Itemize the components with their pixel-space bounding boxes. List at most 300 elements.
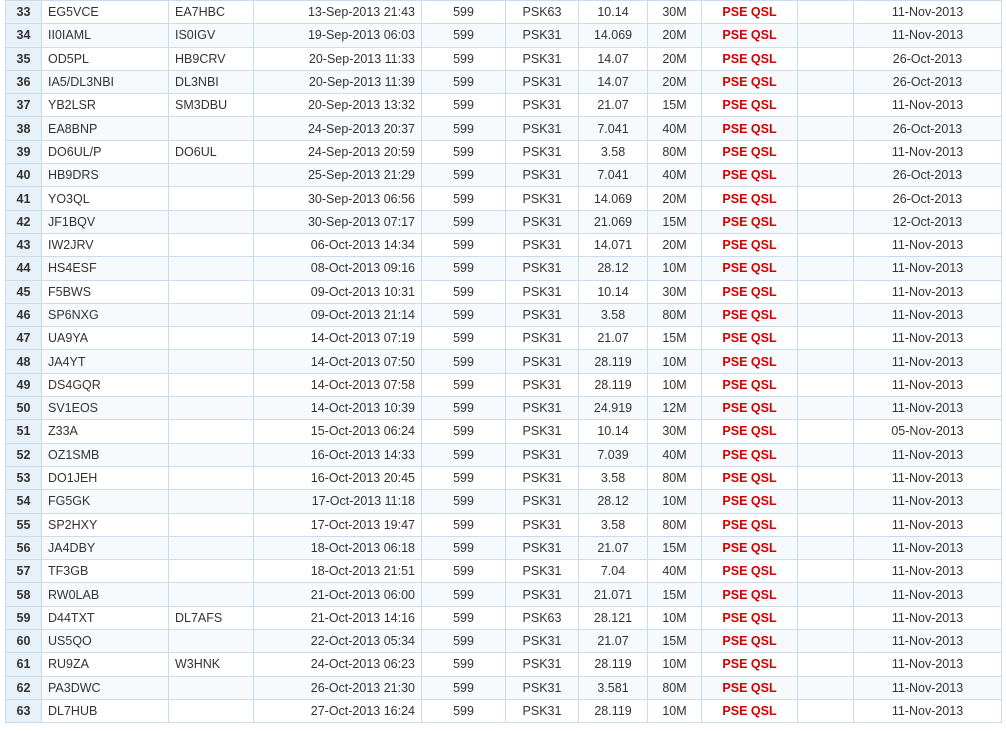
table-row bbox=[6, 24, 1002, 47]
note-cell bbox=[798, 24, 854, 47]
row-number: 45 bbox=[6, 280, 42, 303]
row-number: 34 bbox=[6, 24, 42, 47]
qso-datetime-cell: 20-Sep-2013 11:33 bbox=[254, 47, 422, 70]
band-cell: 20M bbox=[648, 47, 702, 70]
upload-date-cell: 26-Oct-2013 bbox=[854, 70, 1002, 93]
row-number: 41 bbox=[6, 187, 42, 210]
qsl-manager-cell bbox=[169, 280, 254, 303]
table-row bbox=[6, 699, 1002, 722]
qsl-manager-cell bbox=[169, 164, 254, 187]
note-cell bbox=[798, 210, 854, 233]
upload-date-cell: 11-Nov-2013 bbox=[854, 676, 1002, 699]
note-cell bbox=[798, 233, 854, 256]
note-cell bbox=[798, 653, 854, 676]
mode-cell: PSK31 bbox=[506, 303, 579, 326]
qso-datetime-cell: 09-Oct-2013 21:14 bbox=[254, 303, 422, 326]
table-row bbox=[6, 210, 1002, 233]
callsign-cell: UA9YA bbox=[42, 327, 169, 350]
qsl-manager-cell bbox=[169, 257, 254, 280]
upload-date-cell: 11-Nov-2013 bbox=[854, 699, 1002, 722]
callsign-cell: TF3GB bbox=[42, 560, 169, 583]
rst-cell: 599 bbox=[422, 606, 506, 629]
qsl-status-cell: PSE QSL bbox=[702, 117, 798, 140]
qsl-manager-cell bbox=[169, 373, 254, 396]
mode-cell: PSK31 bbox=[506, 513, 579, 536]
rst-cell: 599 bbox=[422, 513, 506, 536]
qso-datetime-cell: 21-Oct-2013 06:00 bbox=[254, 583, 422, 606]
qsl-status-cell: PSE QSL bbox=[702, 676, 798, 699]
qsl-manager-cell: DL3NBI bbox=[169, 70, 254, 93]
table-row bbox=[6, 303, 1002, 326]
table-row bbox=[6, 373, 1002, 396]
note-cell bbox=[798, 699, 854, 722]
callsign-cell: HS4ESF bbox=[42, 257, 169, 280]
rst-cell: 599 bbox=[422, 443, 506, 466]
mode-cell: PSK31 bbox=[506, 466, 579, 489]
table-row bbox=[6, 327, 1002, 350]
note-cell bbox=[798, 466, 854, 489]
band-cell: 15M bbox=[648, 536, 702, 559]
band-cell: 80M bbox=[648, 676, 702, 699]
qsl-status-cell: PSE QSL bbox=[702, 164, 798, 187]
frequency-cell: 28.12 bbox=[579, 490, 648, 513]
row-number: 62 bbox=[6, 676, 42, 699]
qsl-status-cell: PSE QSL bbox=[702, 443, 798, 466]
qsl-manager-cell bbox=[169, 560, 254, 583]
qsl-manager-cell bbox=[169, 699, 254, 722]
qso-datetime-cell: 09-Oct-2013 10:31 bbox=[254, 280, 422, 303]
qsl-status-cell: PSE QSL bbox=[702, 699, 798, 722]
qso-datetime-cell: 22-Oct-2013 05:34 bbox=[254, 630, 422, 653]
row-number: 49 bbox=[6, 373, 42, 396]
qso-datetime-cell: 19-Sep-2013 06:03 bbox=[254, 24, 422, 47]
upload-date-cell: 12-Oct-2013 bbox=[854, 210, 1002, 233]
upload-date-cell: 11-Nov-2013 bbox=[854, 630, 1002, 653]
frequency-cell: 7.039 bbox=[579, 443, 648, 466]
table-row bbox=[6, 420, 1002, 443]
frequency-cell: 14.069 bbox=[579, 187, 648, 210]
callsign-cell: IW2JRV bbox=[42, 233, 169, 256]
table-row bbox=[6, 466, 1002, 489]
row-number: 42 bbox=[6, 210, 42, 233]
callsign-cell: OD5PL bbox=[42, 47, 169, 70]
qsl-status-cell: PSE QSL bbox=[702, 560, 798, 583]
frequency-cell: 10.14 bbox=[579, 1, 648, 24]
band-cell: 15M bbox=[648, 94, 702, 117]
frequency-cell: 21.07 bbox=[579, 94, 648, 117]
upload-date-cell: 11-Nov-2013 bbox=[854, 233, 1002, 256]
table-row bbox=[6, 47, 1002, 70]
note-cell bbox=[798, 1, 854, 24]
row-number: 60 bbox=[6, 630, 42, 653]
callsign-cell: OZ1SMB bbox=[42, 443, 169, 466]
qsl-manager-cell bbox=[169, 583, 254, 606]
frequency-cell: 3.58 bbox=[579, 303, 648, 326]
qso-datetime-cell: 20-Sep-2013 11:39 bbox=[254, 70, 422, 93]
note-cell bbox=[798, 70, 854, 93]
frequency-cell: 21.07 bbox=[579, 630, 648, 653]
upload-date-cell: 11-Nov-2013 bbox=[854, 443, 1002, 466]
frequency-cell: 14.071 bbox=[579, 233, 648, 256]
table-row bbox=[6, 676, 1002, 699]
rst-cell: 599 bbox=[422, 630, 506, 653]
note-cell bbox=[798, 280, 854, 303]
qsl-status-cell: PSE QSL bbox=[702, 653, 798, 676]
qsl-status-cell: PSE QSL bbox=[702, 420, 798, 443]
qsl-status-cell: PSE QSL bbox=[702, 327, 798, 350]
rst-cell: 599 bbox=[422, 210, 506, 233]
rst-cell: 599 bbox=[422, 327, 506, 350]
upload-date-cell: 11-Nov-2013 bbox=[854, 560, 1002, 583]
rst-cell: 599 bbox=[422, 699, 506, 722]
row-number: 40 bbox=[6, 164, 42, 187]
frequency-cell: 3.58 bbox=[579, 513, 648, 536]
mode-cell: PSK63 bbox=[506, 1, 579, 24]
row-number: 38 bbox=[6, 117, 42, 140]
qso-log-body bbox=[6, 1, 1002, 723]
rst-cell: 599 bbox=[422, 164, 506, 187]
qso-datetime-cell: 06-Oct-2013 14:34 bbox=[254, 233, 422, 256]
frequency-cell: 7.04 bbox=[579, 560, 648, 583]
row-number: 61 bbox=[6, 653, 42, 676]
rst-cell: 599 bbox=[422, 187, 506, 210]
qso-datetime-cell: 27-Oct-2013 16:24 bbox=[254, 699, 422, 722]
table-row bbox=[6, 140, 1002, 163]
qsl-manager-cell: W3HNK bbox=[169, 653, 254, 676]
mode-cell: PSK31 bbox=[506, 630, 579, 653]
frequency-cell: 14.07 bbox=[579, 70, 648, 93]
upload-date-cell: 05-Nov-2013 bbox=[854, 420, 1002, 443]
qso-datetime-cell: 14-Oct-2013 07:19 bbox=[254, 327, 422, 350]
table-row bbox=[6, 70, 1002, 93]
qsl-status-cell: PSE QSL bbox=[702, 257, 798, 280]
rst-cell: 599 bbox=[422, 653, 506, 676]
qsl-manager-cell bbox=[169, 466, 254, 489]
mode-cell: PSK31 bbox=[506, 47, 579, 70]
qso-log-container bbox=[5, 0, 1001, 723]
table-row bbox=[6, 653, 1002, 676]
upload-date-cell: 11-Nov-2013 bbox=[854, 303, 1002, 326]
band-cell: 40M bbox=[648, 117, 702, 140]
rst-cell: 599 bbox=[422, 560, 506, 583]
note-cell bbox=[798, 257, 854, 280]
mode-cell: PSK31 bbox=[506, 699, 579, 722]
qso-datetime-cell: 24-Sep-2013 20:37 bbox=[254, 117, 422, 140]
upload-date-cell: 26-Oct-2013 bbox=[854, 47, 1002, 70]
band-cell: 10M bbox=[648, 606, 702, 629]
band-cell: 15M bbox=[648, 583, 702, 606]
qsl-manager-cell bbox=[169, 350, 254, 373]
note-cell bbox=[798, 397, 854, 420]
upload-date-cell: 11-Nov-2013 bbox=[854, 536, 1002, 559]
qsl-status-cell: PSE QSL bbox=[702, 70, 798, 93]
frequency-cell: 28.12 bbox=[579, 257, 648, 280]
qso-datetime-cell: 16-Oct-2013 20:45 bbox=[254, 466, 422, 489]
note-cell bbox=[798, 373, 854, 396]
band-cell: 10M bbox=[648, 257, 702, 280]
note-cell bbox=[798, 327, 854, 350]
qsl-manager-cell bbox=[169, 397, 254, 420]
mode-cell: PSK31 bbox=[506, 490, 579, 513]
note-cell bbox=[798, 676, 854, 699]
callsign-cell: RW0LAB bbox=[42, 583, 169, 606]
qsl-manager-cell bbox=[169, 676, 254, 699]
rst-cell: 599 bbox=[422, 536, 506, 559]
upload-date-cell: 11-Nov-2013 bbox=[854, 653, 1002, 676]
note-cell bbox=[798, 94, 854, 117]
frequency-cell: 7.041 bbox=[579, 117, 648, 140]
table-row bbox=[6, 560, 1002, 583]
note-cell bbox=[798, 560, 854, 583]
callsign-cell: HB9DRS bbox=[42, 164, 169, 187]
mode-cell: PSK31 bbox=[506, 397, 579, 420]
callsign-cell: PA3DWC bbox=[42, 676, 169, 699]
qsl-manager-cell bbox=[169, 117, 254, 140]
table-row bbox=[6, 164, 1002, 187]
callsign-cell: US5QO bbox=[42, 630, 169, 653]
upload-date-cell: 11-Nov-2013 bbox=[854, 140, 1002, 163]
upload-date-cell: 11-Nov-2013 bbox=[854, 490, 1002, 513]
band-cell: 20M bbox=[648, 24, 702, 47]
note-cell bbox=[798, 164, 854, 187]
mode-cell: PSK31 bbox=[506, 117, 579, 140]
frequency-cell: 10.14 bbox=[579, 280, 648, 303]
upload-date-cell: 11-Nov-2013 bbox=[854, 280, 1002, 303]
qso-datetime-cell: 08-Oct-2013 09:16 bbox=[254, 257, 422, 280]
upload-date-cell: 11-Nov-2013 bbox=[854, 513, 1002, 536]
band-cell: 40M bbox=[648, 560, 702, 583]
band-cell: 40M bbox=[648, 164, 702, 187]
qso-log-table bbox=[5, 0, 1002, 723]
qso-datetime-cell: 20-Sep-2013 13:32 bbox=[254, 94, 422, 117]
row-number: 43 bbox=[6, 233, 42, 256]
qsl-status-cell: PSE QSL bbox=[702, 490, 798, 513]
qsl-manager-cell bbox=[169, 327, 254, 350]
qsl-status-cell: PSE QSL bbox=[702, 210, 798, 233]
note-cell bbox=[798, 606, 854, 629]
callsign-cell: JA4DBY bbox=[42, 536, 169, 559]
qso-datetime-cell: 14-Oct-2013 07:58 bbox=[254, 373, 422, 396]
upload-date-cell: 11-Nov-2013 bbox=[854, 606, 1002, 629]
frequency-cell: 21.07 bbox=[579, 536, 648, 559]
rst-cell: 599 bbox=[422, 117, 506, 140]
callsign-cell: D44TXT bbox=[42, 606, 169, 629]
callsign-cell: SP2HXY bbox=[42, 513, 169, 536]
callsign-cell: SV1EOS bbox=[42, 397, 169, 420]
table-row bbox=[6, 397, 1002, 420]
mode-cell: PSK31 bbox=[506, 653, 579, 676]
row-number: 52 bbox=[6, 443, 42, 466]
callsign-cell: IA5/DL3NBI bbox=[42, 70, 169, 93]
mode-cell: PSK31 bbox=[506, 187, 579, 210]
mode-cell: PSK31 bbox=[506, 280, 579, 303]
callsign-cell: DO6UL/P bbox=[42, 140, 169, 163]
rst-cell: 599 bbox=[422, 70, 506, 93]
mode-cell: PSK31 bbox=[506, 350, 579, 373]
frequency-cell: 14.07 bbox=[579, 47, 648, 70]
band-cell: 40M bbox=[648, 443, 702, 466]
rst-cell: 599 bbox=[422, 280, 506, 303]
qsl-status-cell: PSE QSL bbox=[702, 373, 798, 396]
upload-date-cell: 26-Oct-2013 bbox=[854, 187, 1002, 210]
upload-date-cell: 26-Oct-2013 bbox=[854, 164, 1002, 187]
qso-datetime-cell: 30-Sep-2013 07:17 bbox=[254, 210, 422, 233]
row-number: 39 bbox=[6, 140, 42, 163]
callsign-cell: F5BWS bbox=[42, 280, 169, 303]
qsl-status-cell: PSE QSL bbox=[702, 280, 798, 303]
upload-date-cell: 26-Oct-2013 bbox=[854, 117, 1002, 140]
row-number: 36 bbox=[6, 70, 42, 93]
row-number: 55 bbox=[6, 513, 42, 536]
qsl-manager-cell: DL7AFS bbox=[169, 606, 254, 629]
frequency-cell: 28.119 bbox=[579, 373, 648, 396]
qsl-status-cell: PSE QSL bbox=[702, 47, 798, 70]
table-row bbox=[6, 117, 1002, 140]
band-cell: 80M bbox=[648, 466, 702, 489]
qso-datetime-cell: 14-Oct-2013 10:39 bbox=[254, 397, 422, 420]
band-cell: 80M bbox=[648, 513, 702, 536]
qsl-manager-cell bbox=[169, 490, 254, 513]
table-row bbox=[6, 443, 1002, 466]
row-number: 35 bbox=[6, 47, 42, 70]
rst-cell: 599 bbox=[422, 94, 506, 117]
row-number: 53 bbox=[6, 466, 42, 489]
frequency-cell: 24.919 bbox=[579, 397, 648, 420]
row-number: 57 bbox=[6, 560, 42, 583]
mode-cell: PSK31 bbox=[506, 233, 579, 256]
row-number: 63 bbox=[6, 699, 42, 722]
callsign-cell: II0IAML bbox=[42, 24, 169, 47]
qsl-status-cell: PSE QSL bbox=[702, 397, 798, 420]
band-cell: 30M bbox=[648, 1, 702, 24]
band-cell: 10M bbox=[648, 699, 702, 722]
qsl-manager-cell bbox=[169, 233, 254, 256]
rst-cell: 599 bbox=[422, 233, 506, 256]
upload-date-cell: 11-Nov-2013 bbox=[854, 327, 1002, 350]
note-cell bbox=[798, 187, 854, 210]
rst-cell: 599 bbox=[422, 490, 506, 513]
note-cell bbox=[798, 47, 854, 70]
qsl-status-cell: PSE QSL bbox=[702, 630, 798, 653]
rst-cell: 599 bbox=[422, 373, 506, 396]
mode-cell: PSK31 bbox=[506, 560, 579, 583]
table-row bbox=[6, 490, 1002, 513]
note-cell bbox=[798, 536, 854, 559]
callsign-cell: JA4YT bbox=[42, 350, 169, 373]
band-cell: 80M bbox=[648, 303, 702, 326]
table-row bbox=[6, 280, 1002, 303]
upload-date-cell: 11-Nov-2013 bbox=[854, 350, 1002, 373]
frequency-cell: 3.58 bbox=[579, 140, 648, 163]
qso-datetime-cell: 25-Sep-2013 21:29 bbox=[254, 164, 422, 187]
table-row bbox=[6, 187, 1002, 210]
band-cell: 12M bbox=[648, 397, 702, 420]
table-row bbox=[6, 1, 1002, 24]
frequency-cell: 28.119 bbox=[579, 699, 648, 722]
band-cell: 10M bbox=[648, 350, 702, 373]
callsign-cell: SP6NXG bbox=[42, 303, 169, 326]
band-cell: 10M bbox=[648, 490, 702, 513]
table-row bbox=[6, 630, 1002, 653]
mode-cell: PSK63 bbox=[506, 606, 579, 629]
band-cell: 10M bbox=[648, 653, 702, 676]
row-number: 58 bbox=[6, 583, 42, 606]
mode-cell: PSK31 bbox=[506, 676, 579, 699]
upload-date-cell: 11-Nov-2013 bbox=[854, 1, 1002, 24]
upload-date-cell: 11-Nov-2013 bbox=[854, 466, 1002, 489]
rst-cell: 599 bbox=[422, 583, 506, 606]
qsl-manager-cell: HB9CRV bbox=[169, 47, 254, 70]
qsl-manager-cell: DO6UL bbox=[169, 140, 254, 163]
callsign-cell: Z33A bbox=[42, 420, 169, 443]
qsl-manager-cell: EA7HBC bbox=[169, 1, 254, 24]
qsl-status-cell: PSE QSL bbox=[702, 303, 798, 326]
note-cell bbox=[798, 443, 854, 466]
band-cell: 20M bbox=[648, 70, 702, 93]
qsl-status-cell: PSE QSL bbox=[702, 350, 798, 373]
qsl-status-cell: PSE QSL bbox=[702, 140, 798, 163]
frequency-cell: 10.14 bbox=[579, 420, 648, 443]
callsign-cell: DL7HUB bbox=[42, 699, 169, 722]
row-number: 47 bbox=[6, 327, 42, 350]
qsl-status-cell: PSE QSL bbox=[702, 513, 798, 536]
qso-datetime-cell: 26-Oct-2013 21:30 bbox=[254, 676, 422, 699]
band-cell: 30M bbox=[648, 420, 702, 443]
frequency-cell: 7.041 bbox=[579, 164, 648, 187]
note-cell bbox=[798, 140, 854, 163]
row-number: 59 bbox=[6, 606, 42, 629]
qsl-manager-cell bbox=[169, 210, 254, 233]
note-cell bbox=[798, 420, 854, 443]
frequency-cell: 21.07 bbox=[579, 327, 648, 350]
callsign-cell: RU9ZA bbox=[42, 653, 169, 676]
mode-cell: PSK31 bbox=[506, 257, 579, 280]
note-cell bbox=[798, 490, 854, 513]
note-cell bbox=[798, 583, 854, 606]
rst-cell: 599 bbox=[422, 1, 506, 24]
rst-cell: 599 bbox=[422, 397, 506, 420]
rst-cell: 599 bbox=[422, 140, 506, 163]
rst-cell: 599 bbox=[422, 350, 506, 373]
note-cell bbox=[798, 303, 854, 326]
upload-date-cell: 11-Nov-2013 bbox=[854, 373, 1002, 396]
row-number: 51 bbox=[6, 420, 42, 443]
mode-cell: PSK31 bbox=[506, 70, 579, 93]
callsign-cell: JF1BQV bbox=[42, 210, 169, 233]
qso-datetime-cell: 18-Oct-2013 06:18 bbox=[254, 536, 422, 559]
rst-cell: 599 bbox=[422, 24, 506, 47]
rst-cell: 599 bbox=[422, 466, 506, 489]
callsign-cell: FG5GK bbox=[42, 490, 169, 513]
table-row bbox=[6, 257, 1002, 280]
band-cell: 15M bbox=[648, 630, 702, 653]
callsign-cell: YB2LSR bbox=[42, 94, 169, 117]
frequency-cell: 28.119 bbox=[579, 653, 648, 676]
qsl-status-cell: PSE QSL bbox=[702, 583, 798, 606]
mode-cell: PSK31 bbox=[506, 583, 579, 606]
qso-datetime-cell: 14-Oct-2013 07:50 bbox=[254, 350, 422, 373]
callsign-cell: EG5VCE bbox=[42, 1, 169, 24]
qsl-manager-cell bbox=[169, 303, 254, 326]
qsl-status-cell: PSE QSL bbox=[702, 233, 798, 256]
rst-cell: 599 bbox=[422, 257, 506, 280]
frequency-cell: 3.581 bbox=[579, 676, 648, 699]
qso-datetime-cell: 18-Oct-2013 21:51 bbox=[254, 560, 422, 583]
qso-datetime-cell: 13-Sep-2013 21:43 bbox=[254, 1, 422, 24]
qso-datetime-cell: 15-Oct-2013 06:24 bbox=[254, 420, 422, 443]
qso-datetime-cell: 21-Oct-2013 14:16 bbox=[254, 606, 422, 629]
upload-date-cell: 11-Nov-2013 bbox=[854, 397, 1002, 420]
